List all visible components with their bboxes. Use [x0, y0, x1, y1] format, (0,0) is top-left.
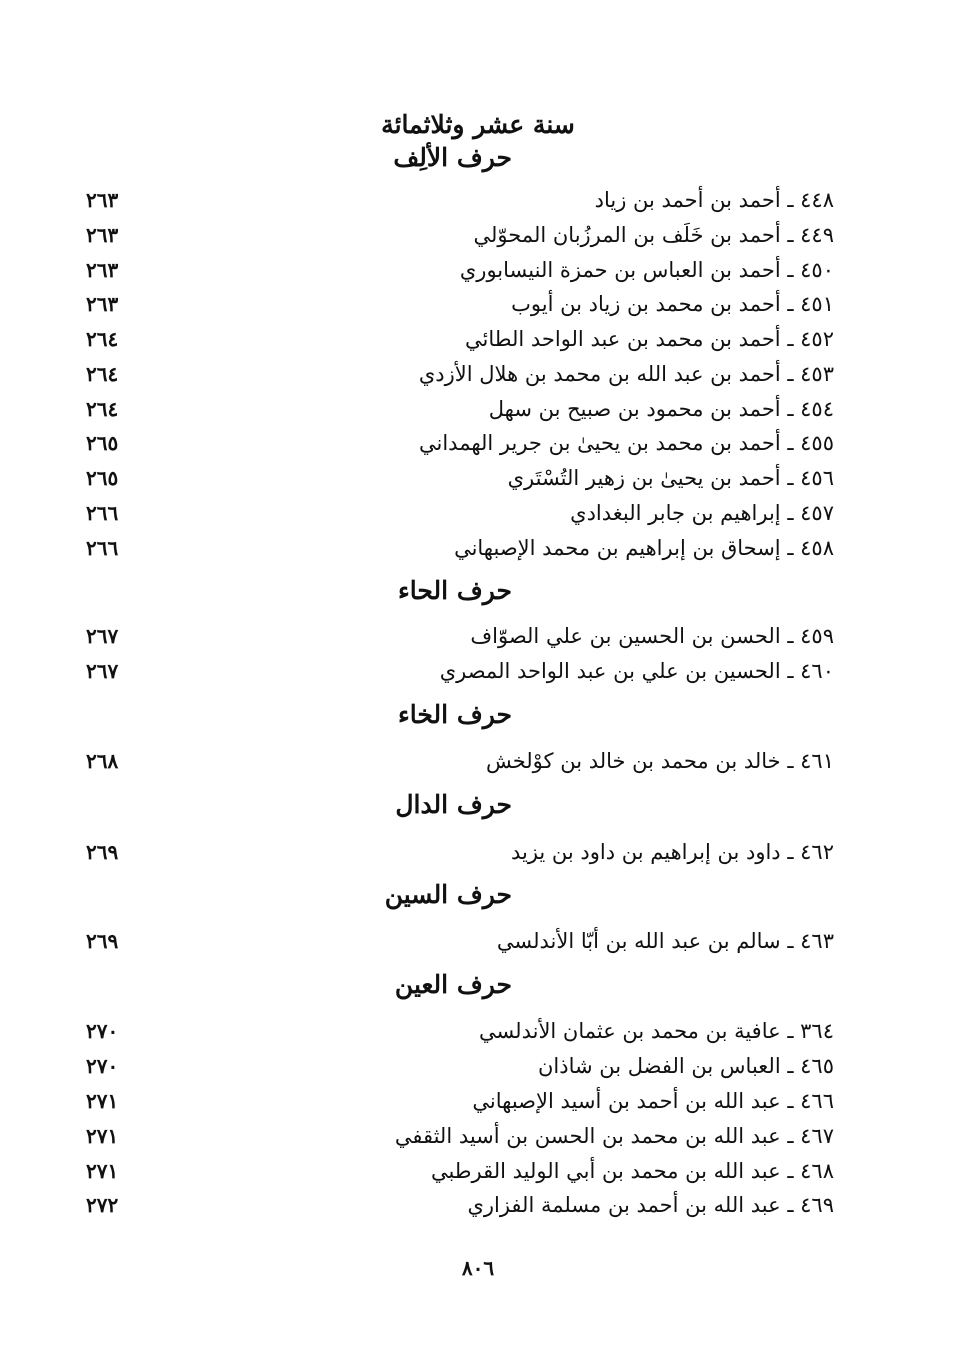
entry-name: ٤٦٢ ـ داود بن إبراهيم بن داود بن يزيد — [510, 840, 834, 864]
entry-page-number: ٢٦٤ — [86, 362, 119, 386]
entry-page-number: ٢٦٣ — [86, 292, 119, 316]
letter-heading: حرف العين — [394, 970, 512, 999]
entry-page-number: ٢٧٢ — [86, 1193, 119, 1217]
index-row — [0, 531, 956, 565]
entry-name: ٤٦٠ ـ الحسين بن علي بن عبد الواحد المصري — [439, 659, 834, 683]
index-row — [0, 744, 956, 778]
entry-page-number: ٢٧١ — [86, 1089, 119, 1113]
entry-name: ٤٦٨ ـ عبد الله بن محمد بن أبي الوليد القرطبي — [430, 1159, 834, 1183]
entry-page-number: ٢٧٠ — [86, 1019, 119, 1043]
index-row — [0, 322, 956, 356]
entry-name: ٤٥٦ ـ أحمد بن يحيىٰ بن زهير التُسْتَري — [507, 466, 834, 490]
index-row — [0, 426, 956, 460]
entry-name: ٤٥٩ ـ الحسن بن الحسين بن علي الصوّاف — [470, 624, 834, 648]
index-row — [0, 253, 956, 287]
entry-name: ٤٦٧ ـ عبد الله بن محمد بن الحسن بن أسيد الثقفي — [394, 1124, 834, 1148]
entry-name: ٤٦٦ ـ عبد الله بن أحمد بن أسيد الإصبهاني — [472, 1089, 834, 1113]
index-row — [0, 619, 956, 653]
index-row — [0, 357, 956, 391]
entry-name: ٤٥٧ ـ إبراهيم بن جابر البغدادي — [570, 501, 834, 525]
index-row — [0, 1154, 956, 1188]
entry-name: ٤٥٥ ـ أحمد بن محمد بن يحيىٰ بن جرير الهمداني — [418, 431, 834, 455]
entry-page-number: ٢٦٩ — [86, 929, 119, 953]
entry-name: ٤٥٣ ـ أحمد بن عبد الله بن محمد بن هلال الأزدي — [418, 362, 834, 386]
entry-name: ٤٤٨ ـ أحمد بن أحمد بن زياد — [594, 188, 834, 212]
page-number: ٨٠٦ — [461, 1256, 495, 1280]
letter-heading: حرف الدال — [395, 790, 512, 819]
entry-name: ٤٦٥ ـ العباس بن الفضل بن شاذان — [537, 1054, 834, 1078]
index-row — [0, 1049, 956, 1083]
index-row — [0, 392, 956, 426]
entry-name: ٤٥١ ـ أحمد بن محمد بن زياد بن أيوب — [511, 292, 834, 316]
entry-name: ٤٥٠ ـ أحمد بن العباس بن حمزة النيسابوري — [459, 258, 834, 282]
index-row — [0, 183, 956, 217]
index-row — [0, 1188, 956, 1222]
entry-page-number: ٢٦٤ — [86, 397, 119, 421]
index-row — [0, 1014, 956, 1048]
index-row — [0, 496, 956, 530]
letter-heading: حرف الحاء — [398, 576, 512, 605]
entry-page-number: ٢٦٨ — [86, 749, 119, 773]
entry-name: ٤٦٣ ـ سالم بن عبد الله بن أبّا الأندلسي — [496, 929, 834, 953]
letter-heading: حرف الخاء — [398, 700, 512, 729]
entry-page-number: ٢٦٥ — [86, 431, 119, 455]
entry-page-number: ٢٦٣ — [86, 188, 119, 212]
entry-name: ٤٥٢ ـ أحمد بن محمد بن عبد الواحد الطائي — [464, 327, 834, 351]
entry-name: ٤٥٨ ـ إسحاق بن إبراهيم بن محمد الإصبهاني — [454, 536, 834, 560]
entry-page-number: ٢٦٧ — [86, 659, 119, 683]
entry-page-number: ٢٦٧ — [86, 624, 119, 648]
entry-page-number: ٢٦٩ — [86, 840, 119, 864]
entry-page-number: ٢٧١ — [86, 1124, 119, 1148]
index-row — [0, 461, 956, 495]
letter-heading: حرف الألِف — [393, 143, 512, 172]
entry-page-number: ٢٦٤ — [86, 327, 119, 351]
entry-page-number: ٢٦٥ — [86, 466, 119, 490]
index-row — [0, 1119, 956, 1153]
entry-page-number: ٢٧٠ — [86, 1054, 119, 1078]
entry-page-number: ٢٦٣ — [86, 223, 119, 247]
entry-page-number: ٢٦٣ — [86, 258, 119, 282]
entry-name: ٤٦٩ ـ عبد الله بن أحمد بن مسلمة الفزاري — [467, 1193, 834, 1217]
index-row — [0, 835, 956, 869]
index-row — [0, 924, 956, 958]
index-row — [0, 218, 956, 252]
entry-page-number: ٢٧١ — [86, 1159, 119, 1183]
year-title: سنة عشر وثلاثمائة — [381, 110, 575, 139]
entry-page-number: ٢٦٦ — [86, 501, 119, 525]
entry-name: ٤٦١ ـ خالد بن محمد بن خالد بن كوْلخش — [485, 749, 834, 773]
index-row — [0, 287, 956, 321]
entry-page-number: ٢٦٦ — [86, 536, 119, 560]
entry-name: ٤٥٤ ـ أحمد بن محمود بن صبيح بن سهل — [488, 397, 834, 421]
index-row — [0, 1084, 956, 1118]
entry-name: ٣٦٤ ـ عافية بن محمد بن عثمان الأندلسي — [478, 1019, 834, 1043]
index-row — [0, 654, 956, 688]
entry-name: ٤٤٩ ـ أحمد بن خَلَف بن المرزُبان المحوّلي — [473, 223, 834, 247]
letter-heading: حرف السين — [384, 880, 512, 909]
